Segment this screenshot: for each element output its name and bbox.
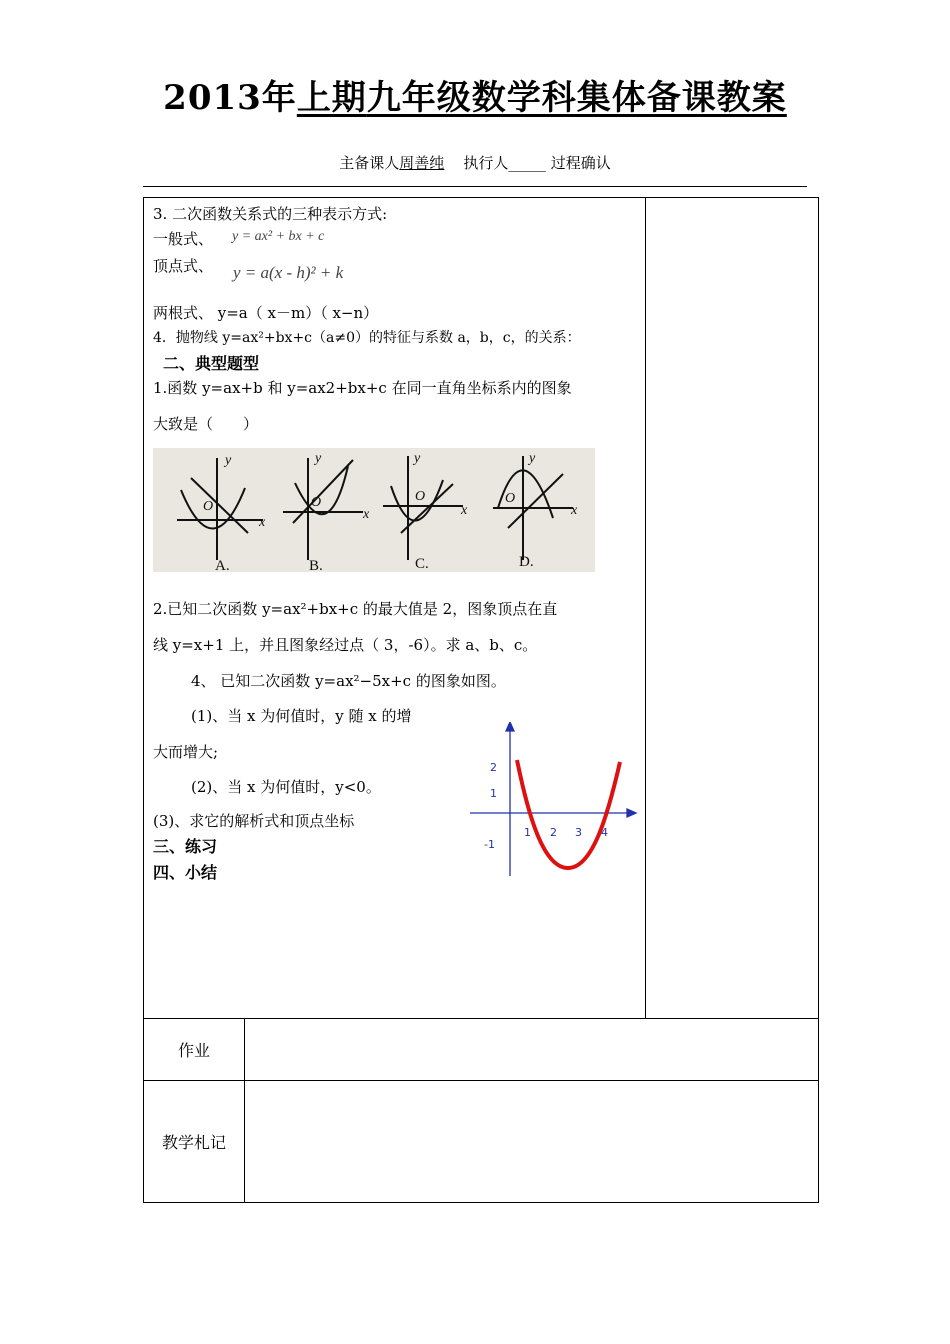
vertex-form-label: 顶点式、	[153, 257, 214, 275]
section-summary: 四、小结	[153, 863, 218, 882]
x-axis-arrow	[627, 809, 636, 817]
root-form: 两根式、 y=a（ x－m）（ x−n）	[153, 304, 379, 322]
options-figure	[153, 448, 595, 572]
page-title	[0, 70, 950, 119]
tick-x-1: 1	[524, 826, 531, 839]
question-4: 4、 已知二次函数 y=ax²−5x+c 的图象如图。	[191, 672, 506, 690]
confirm-label: 过程确认	[550, 154, 611, 172]
parabola-curve	[517, 760, 620, 868]
tick-y-1: 1	[490, 787, 497, 800]
general-form-formula: y = ax² + bx + c	[232, 229, 325, 244]
option-c-label: C.	[415, 556, 429, 572]
tick-x-4: 4	[601, 826, 608, 839]
section-typical-problems: 二、典型题型	[163, 354, 260, 373]
option-a-y-label: y	[225, 453, 232, 468]
question-2-line1: 2.已知二次函数 y=ax²+bx+c 的最大值是 2，图象顶点在直	[153, 600, 558, 618]
option-a-origin: O	[203, 499, 214, 514]
header-info	[0, 152, 950, 173]
title-subject: 九年级数学科集体备课教案	[366, 78, 787, 118]
option-d-y-label: y	[529, 451, 536, 466]
option-a-x-label: x	[259, 515, 266, 530]
option-c-x-label: x	[461, 503, 468, 518]
homework-label: 作业	[177, 1041, 210, 1060]
header-rule	[143, 186, 807, 187]
option-c-origin: O	[415, 489, 426, 504]
tick-y-neg1: -1	[484, 838, 495, 851]
option-b-x-label: x	[363, 507, 370, 522]
homework-content-cell	[244, 1018, 819, 1081]
side-cell	[645, 197, 819, 1019]
vertex-form-formula: y = a(x - h)² + k	[233, 263, 344, 282]
preparer-name: 周善纯	[399, 154, 445, 172]
executor-label: 执行人	[463, 154, 509, 172]
executor-blank: _____	[508, 154, 546, 172]
general-form-label: 一般式、	[153, 230, 214, 248]
forms-heading: 3. 二次函数关系式的三种表示方式:	[153, 205, 388, 223]
preparer-label: 主备课人	[339, 154, 400, 172]
question-4-part1-line2: 大而增大;	[153, 743, 219, 761]
option-b-origin: O	[311, 495, 322, 510]
question-1-line2: 大致是（ ）	[153, 415, 259, 433]
notes-label: 教学札记	[161, 1133, 226, 1152]
option-a-label: A.	[215, 558, 230, 572]
title-term: 上期	[296, 78, 367, 118]
y-axis-arrow	[506, 722, 514, 731]
section-practice: 三、练习	[153, 837, 218, 856]
option-c-y-label: y	[414, 451, 421, 466]
question-1-line1: 1.函数 y=ax+b 和 y=ax2+bx+c 在同一直角坐标系内的图象	[153, 379, 572, 397]
question-4-part2: (2)、当 x 为何值时，y<0。	[191, 778, 381, 796]
tick-x-3: 3	[575, 826, 582, 839]
tick-x-2: 2	[550, 826, 557, 839]
parabola-graph	[468, 722, 638, 880]
question-2-line2: 线 y=x+1 上，并且图象经过点（ 3，-6）。求 a、b、c。	[153, 636, 538, 654]
coefficient-question: 4．抛物线 y=ax²+bx+c（a≠0）的特征与系数 a，b，c，的关系：	[153, 330, 581, 346]
question-4-part1-line1: (1)、当 x 为何值时，y 随 x 的增	[191, 707, 412, 725]
options-figure-svg	[153, 448, 595, 572]
option-b-y-label: y	[315, 451, 322, 466]
option-d-origin: O	[505, 491, 516, 506]
option-d-label: D.	[519, 554, 534, 570]
notes-content-cell	[244, 1080, 819, 1203]
tick-y-2: 2	[490, 761, 497, 774]
option-b-label: B.	[309, 558, 323, 572]
title-prefix: 2013年	[163, 78, 297, 118]
question-4-part3: (3)、求它的解析式和顶点坐标	[153, 812, 355, 830]
option-d-x-label: x	[571, 503, 578, 518]
